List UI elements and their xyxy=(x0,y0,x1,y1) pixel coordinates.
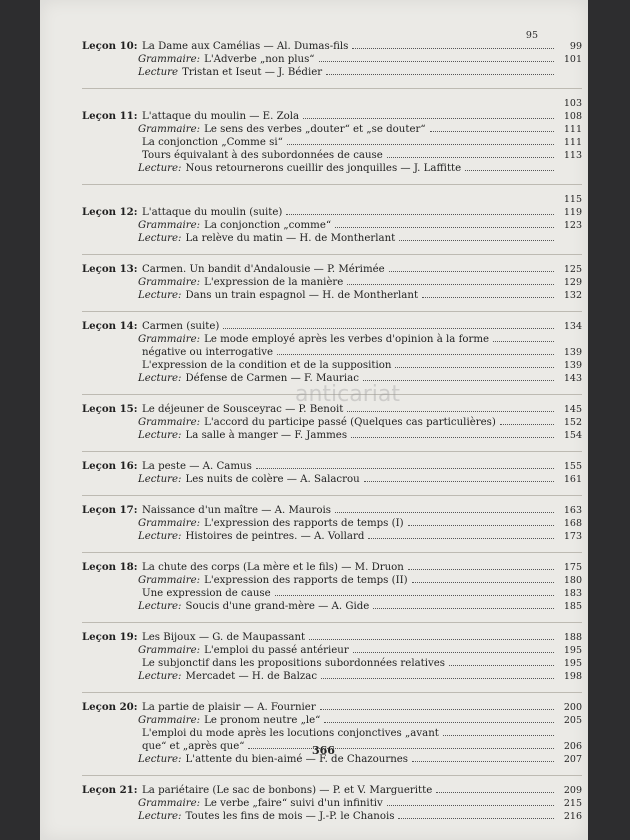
toc-entry xyxy=(82,587,582,600)
dot-leader xyxy=(248,742,554,749)
page-number: 207 xyxy=(563,754,582,765)
page-number: 154 xyxy=(563,430,582,441)
dot-leader xyxy=(368,532,554,539)
dot-leader xyxy=(287,138,554,145)
lesson-label: Leçon 19: xyxy=(82,631,138,643)
lesson-label: Leçon 10: xyxy=(82,40,138,52)
toc-entry xyxy=(82,631,582,644)
toc-entry xyxy=(82,53,582,66)
page-number: 111 xyxy=(563,124,582,135)
dot-leader xyxy=(326,68,554,75)
page-number: 111 xyxy=(563,137,582,148)
dot-leader xyxy=(347,278,554,285)
dot-leader xyxy=(412,576,554,583)
entry-title: L'expression de la manière xyxy=(204,277,344,288)
lesson-label: Leçon 18: xyxy=(82,561,138,573)
lesson-block xyxy=(82,784,582,823)
lesson-block xyxy=(82,193,582,245)
entry-title: Dans un train espagnol — H. de Montherlant xyxy=(185,290,419,301)
page-number: 163 xyxy=(563,505,582,516)
toc-entry xyxy=(82,701,582,714)
toc-entry xyxy=(82,460,582,473)
toc-entry xyxy=(82,784,582,797)
page-number: 195 xyxy=(563,645,582,656)
toc-entry xyxy=(82,530,582,543)
lesson-block xyxy=(82,40,582,79)
entry-title: Nous retournerons cueillir des jonquilles — J. Laffitte xyxy=(185,163,462,174)
page-number: 216 xyxy=(563,811,582,822)
section-category: Grammaire: xyxy=(138,575,201,586)
lesson-label: Leçon 14: xyxy=(82,320,138,332)
dot-leader xyxy=(422,291,554,298)
divider xyxy=(82,775,582,776)
entry-title: Le verbe „faire“ suivi d'un infinitiv xyxy=(204,798,383,809)
page-number: 205 xyxy=(563,715,582,726)
entry-title: La salle à manger — F. Jammes xyxy=(185,430,348,441)
entry-title: Naissance d'un maître — A. Maurois xyxy=(142,505,332,516)
section-category: Grammaire: xyxy=(138,334,201,345)
page-number: 175 xyxy=(563,562,582,573)
dot-leader xyxy=(353,646,554,653)
entry-title: La conjonction „comme“ xyxy=(204,220,332,231)
lesson-label: Leçon 12: xyxy=(82,206,138,218)
entry-title: Tours équivalant à des subordonnées de cause xyxy=(142,150,383,161)
lesson-block xyxy=(82,320,582,385)
entry-title: négative ou interrogative xyxy=(142,347,274,358)
toc-entry xyxy=(82,561,582,574)
toc-entry xyxy=(82,403,582,416)
entry-title: La partie de plaisir — A. Fournier xyxy=(142,702,316,713)
dot-leader xyxy=(277,348,554,355)
dot-leader xyxy=(256,462,554,469)
toc-entry xyxy=(82,416,582,429)
entry-title: Toutes les fins de mois — J.-P. le Chanois xyxy=(185,811,395,822)
page-number: 115 xyxy=(563,194,582,205)
section-category: Grammaire: xyxy=(138,54,201,65)
dot-leader xyxy=(319,55,554,62)
toc-entry xyxy=(82,797,582,810)
lesson-block xyxy=(82,460,582,486)
entry-title: Carmen (suite) xyxy=(142,321,220,332)
entry-title: Défense de Carmen — F. Mauriac xyxy=(185,373,359,384)
page-number: 139 xyxy=(563,360,582,371)
entry-title: La relève du matin — H. de Montherlant xyxy=(185,233,396,244)
page-number: 152 xyxy=(563,417,582,428)
page-number: 168 xyxy=(563,518,582,529)
entry-title: L'expression des rapports de temps (II) xyxy=(204,575,408,586)
toc-entry xyxy=(82,40,582,53)
page-number: 129 xyxy=(563,277,582,288)
page-number: 99 xyxy=(569,41,582,52)
dot-leader xyxy=(223,322,554,329)
entry-title: Histoires de peintres. — A. Vollard xyxy=(185,531,365,542)
section-category: Lecture: xyxy=(138,233,182,244)
dot-leader xyxy=(493,335,554,342)
lesson-label: Leçon 11: xyxy=(82,110,138,122)
page-number: 185 xyxy=(563,601,582,612)
page-number: 209 xyxy=(563,785,582,796)
dot-leader xyxy=(443,729,554,736)
dot-leader xyxy=(387,151,554,158)
entry-title: L'expression de la condition et de la supposition xyxy=(142,360,392,371)
toc-entry xyxy=(82,670,582,683)
dot-leader xyxy=(395,361,554,368)
page-number: 103 xyxy=(563,98,582,109)
lesson-block xyxy=(82,561,582,613)
toc-entry xyxy=(82,276,582,289)
page-number: 108 xyxy=(563,111,582,122)
entry-title: La peste — A. Camus xyxy=(142,461,252,472)
dot-leader xyxy=(324,716,554,723)
divider xyxy=(82,184,582,185)
toc-entry xyxy=(82,136,582,149)
section-category: Grammaire: xyxy=(138,417,201,428)
section-category: Grammaire: xyxy=(138,715,201,726)
top-page-reference: 95 xyxy=(525,30,538,41)
toc-entry xyxy=(82,810,582,823)
toc-entry xyxy=(82,644,582,657)
divider xyxy=(82,311,582,312)
toc-entry xyxy=(82,162,582,175)
dot-leader xyxy=(398,812,554,819)
divider xyxy=(82,495,582,496)
dot-leader xyxy=(303,112,554,119)
divider xyxy=(82,394,582,395)
section-category: Lecture: xyxy=(138,474,182,485)
section-category: Grammaire: xyxy=(138,277,201,288)
toc-entry xyxy=(82,600,582,613)
page-number: 195 xyxy=(563,658,582,669)
lesson-block xyxy=(82,97,582,175)
page-number: 132 xyxy=(563,290,582,301)
entry-title: Mercadet — H. de Balzac xyxy=(185,671,318,682)
divider xyxy=(82,451,582,452)
page-number: 145 xyxy=(563,404,582,415)
dot-leader xyxy=(347,405,554,412)
page-number: 173 xyxy=(563,531,582,542)
entry-title: La conjonction „Comme si“ xyxy=(142,137,283,148)
toc-entry xyxy=(82,517,582,530)
toc-entry xyxy=(82,333,582,346)
entry-title: Le sens des verbes „douter“ et „se douter“ xyxy=(204,124,426,135)
page-number: 101 xyxy=(563,54,582,65)
lesson-label: Leçon 16: xyxy=(82,460,138,472)
entry-title: Tristan et Iseut — J. Bédier xyxy=(182,67,323,78)
book-page xyxy=(40,0,588,840)
lesson-label: Leçon 20: xyxy=(82,701,138,713)
toc-entry xyxy=(82,149,582,162)
divider xyxy=(82,88,582,89)
entry-title: Le pronom neutre „le“ xyxy=(204,715,321,726)
dot-leader xyxy=(449,659,554,666)
footer-page-number: 366 xyxy=(312,744,335,757)
lesson-label: Leçon 15: xyxy=(82,403,138,415)
toc-entry xyxy=(82,429,582,442)
dot-leader xyxy=(465,164,554,171)
dot-leader xyxy=(363,374,554,381)
divider xyxy=(82,254,582,255)
toc-entry xyxy=(82,714,582,727)
dot-leader xyxy=(335,506,554,513)
section-category: Lecture: xyxy=(138,754,182,765)
dot-leader xyxy=(412,755,554,762)
toc-entry xyxy=(82,263,582,276)
lesson-label: Leçon 17: xyxy=(82,504,138,516)
toc-entry xyxy=(82,206,582,219)
watermark: anticariat xyxy=(295,382,401,407)
page-number: 215 xyxy=(563,798,582,809)
page-number: 143 xyxy=(563,373,582,384)
section-category: Grammaire: xyxy=(138,645,201,656)
lesson-block xyxy=(82,631,582,683)
page-number: 125 xyxy=(563,264,582,275)
page-number: 206 xyxy=(563,741,582,752)
lesson-block xyxy=(82,263,582,302)
entry-title: L'attaque du moulin — E. Zola xyxy=(142,111,300,122)
toc-entry xyxy=(82,193,582,206)
lesson-block xyxy=(82,504,582,543)
page-number: 183 xyxy=(563,588,582,599)
page-number: 188 xyxy=(563,632,582,643)
entry-title: Les nuits de colère — A. Salacrou xyxy=(185,474,360,485)
entry-title: Une expression de cause xyxy=(142,588,271,599)
page-number: 198 xyxy=(563,671,582,682)
dot-leader xyxy=(364,475,554,482)
section-category: Grammaire: xyxy=(138,518,201,529)
toc-entry xyxy=(82,473,582,486)
page-number: 119 xyxy=(563,207,582,218)
toc-entry xyxy=(82,372,582,385)
dot-leader xyxy=(351,431,554,438)
page-number: 139 xyxy=(563,347,582,358)
entry-title: L'emploi du mode après les locutions conjonctives „avant xyxy=(142,728,439,739)
dot-leader xyxy=(321,672,554,679)
dot-leader xyxy=(352,42,554,49)
dot-leader xyxy=(146,196,554,202)
toc-entry xyxy=(82,574,582,587)
entry-title: Le mode employé après les verbes d'opinion à la forme xyxy=(204,334,490,345)
section-category: Lecture: xyxy=(138,373,182,384)
entry-title: Soucis d'une grand-mère — A. Gide xyxy=(185,601,370,612)
section-category: Lecture: xyxy=(138,163,182,174)
dot-leader xyxy=(335,221,554,228)
entry-title: Les Bijoux — G. de Maupassant xyxy=(142,632,306,643)
page-number: 161 xyxy=(563,474,582,485)
entry-title: L'Adverbe „non plus“ xyxy=(204,54,315,65)
section-category: Grammaire: xyxy=(138,220,201,231)
toc-entry xyxy=(82,219,582,232)
toc-entry xyxy=(82,232,582,245)
entry-title: L'attaque du moulin (suite) xyxy=(142,207,283,218)
lesson-label: Leçon 21: xyxy=(82,784,138,796)
entry-title: Le déjeuner de Sousceyrac — P. Benoit xyxy=(142,404,344,415)
toc-entry xyxy=(82,123,582,136)
lesson-label: Leçon 13: xyxy=(82,263,138,275)
section-category: Lecture: xyxy=(138,430,182,441)
dot-leader xyxy=(320,703,554,710)
entry-title: L'expression des rapports de temps (I) xyxy=(204,518,404,529)
toc-entry xyxy=(82,504,582,517)
lesson-block xyxy=(82,403,582,442)
dot-leader xyxy=(275,589,554,596)
page-number: 180 xyxy=(563,575,582,586)
page-number: 155 xyxy=(563,461,582,472)
section-category: Grammaire: xyxy=(138,124,201,135)
entry-title: La chute des corps (La mère et le fils) — M. Druon xyxy=(142,562,404,573)
toc-entry xyxy=(82,97,582,110)
dot-leader xyxy=(399,234,554,241)
divider xyxy=(82,622,582,623)
section-category: Grammaire: xyxy=(138,798,201,809)
page-number: 200 xyxy=(563,702,582,713)
entry-title: L'emploi du passé antérieur xyxy=(204,645,349,656)
dot-leader xyxy=(373,602,554,609)
page-number: 134 xyxy=(563,321,582,332)
toc-entry xyxy=(82,110,582,123)
dot-leader xyxy=(408,563,554,570)
toc-entry xyxy=(82,346,582,359)
entry-title: que“ et „après que“ xyxy=(142,741,245,752)
dot-leader xyxy=(389,265,554,272)
entry-title: Carmen. Un bandit d'Andalousie — P. Mérimée xyxy=(142,264,385,275)
section-category: Lecture: xyxy=(138,601,182,612)
dot-leader xyxy=(408,519,554,526)
entry-title: Le subjonctif dans les propositions subordonnées relatives xyxy=(142,658,446,669)
dot-leader xyxy=(500,418,554,425)
toc-entry xyxy=(82,320,582,333)
toc-entry xyxy=(82,359,582,372)
section-category: Lecture: xyxy=(138,290,182,301)
dot-leader xyxy=(309,633,554,640)
divider xyxy=(82,692,582,693)
toc-entry xyxy=(82,657,582,670)
section-category: Lecture: xyxy=(138,671,182,682)
entry-title: L'accord du participe passé (Quelques cas particulières) xyxy=(204,417,496,428)
entry-title: L'attente du bien-aimé — F. de Chazournes xyxy=(185,754,409,765)
divider xyxy=(82,552,582,553)
section-category: Lecture: xyxy=(138,531,182,542)
table-of-contents xyxy=(82,40,582,832)
page-number: 123 xyxy=(563,220,582,231)
dot-leader xyxy=(146,100,554,106)
toc-entry xyxy=(82,289,582,302)
section-category: Lecture: xyxy=(138,811,182,822)
page-number: 113 xyxy=(563,150,582,161)
dot-leader xyxy=(436,786,554,793)
section-category: Lecture xyxy=(138,67,179,78)
entry-title: La pariétaire (Le sac de bonbons) — P. et V. Margueritte xyxy=(142,785,433,796)
dot-leader xyxy=(430,125,554,132)
dot-leader xyxy=(387,799,554,806)
dot-leader xyxy=(286,208,554,215)
toc-entry xyxy=(82,727,582,740)
entry-title: La Dame aux Camélias — Al. Dumas-fils xyxy=(142,41,349,52)
toc-entry xyxy=(82,66,582,79)
